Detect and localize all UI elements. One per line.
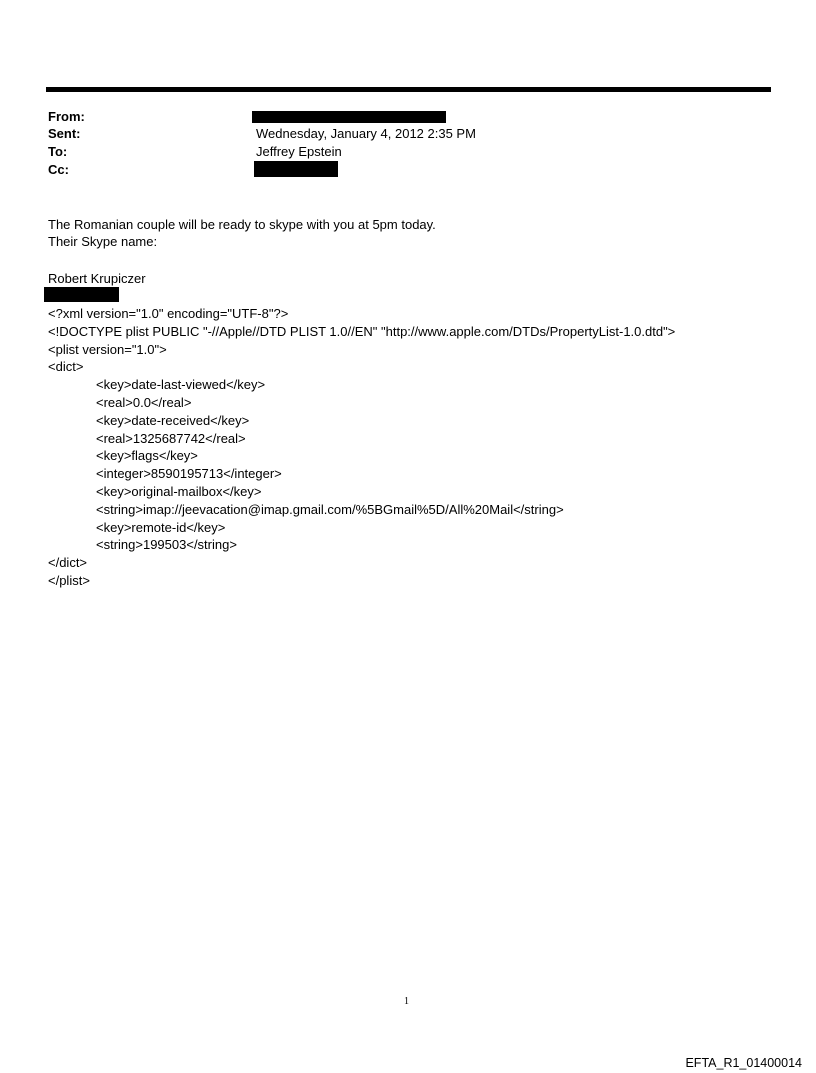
document-id: EFTA_R1_01400014 — [685, 1056, 802, 1070]
cc-redaction — [254, 161, 338, 177]
plist-line: <plist version="1.0"> — [48, 341, 167, 357]
plist-line: <integer>8590195713</integer> — [96, 466, 282, 482]
plist-line: <?xml version="1.0" encoding="UTF-8"?> — [48, 306, 289, 321]
plist-line: <dict> — [48, 359, 84, 375]
cc-label: Cc: — [48, 162, 69, 177]
plist-line: </plist> — [48, 572, 90, 588]
plist-line: <string>imap://jeevacation@imap.gmail.com/%5BGmail%5D/All%20Mail</string> — [96, 501, 564, 517]
sent-value: Wednesday, January 4, 2012 2:35 PM — [256, 126, 476, 141]
to-value: Jeffrey Epstein — [256, 144, 342, 159]
plist-line: <key>date-last-viewed</key> — [96, 377, 266, 393]
from-label: From: — [48, 109, 85, 124]
plist-line: <real>1325687742</real> — [96, 430, 246, 446]
header-rule — [46, 87, 771, 92]
signature-redaction — [44, 287, 119, 302]
plist-line: <real>0.0</real> — [96, 394, 192, 410]
from-redaction — [252, 111, 446, 123]
plist-line: <!DOCTYPE plist PUBLIC "-//Apple//DTD PLIST 1.0//EN" "http://www.apple.com/DTDs/PropertyList-1.0.dtd"> — [48, 323, 676, 339]
plist-line: <key>remote-id</key> — [96, 519, 226, 535]
message-line: The Romanian couple will be ready to skype with you at 5pm today. — [48, 217, 436, 232]
plist-line: <key>flags</key> — [96, 448, 198, 464]
plist-line: <string>199503</string> — [96, 537, 237, 553]
page-number: 1 — [404, 996, 409, 1007]
sender-name: Robert Krupiczer — [48, 271, 146, 286]
plist-line: <key>original-mailbox</key> — [96, 483, 262, 499]
message-line: Their Skype name: — [48, 234, 158, 249]
plist-block — [48, 305, 675, 590]
plist-line: </dict> — [48, 555, 88, 571]
plist-line: <key>date-received</key> — [96, 412, 250, 428]
sent-label: Sent: — [48, 126, 81, 141]
to-label: To: — [48, 144, 68, 159]
